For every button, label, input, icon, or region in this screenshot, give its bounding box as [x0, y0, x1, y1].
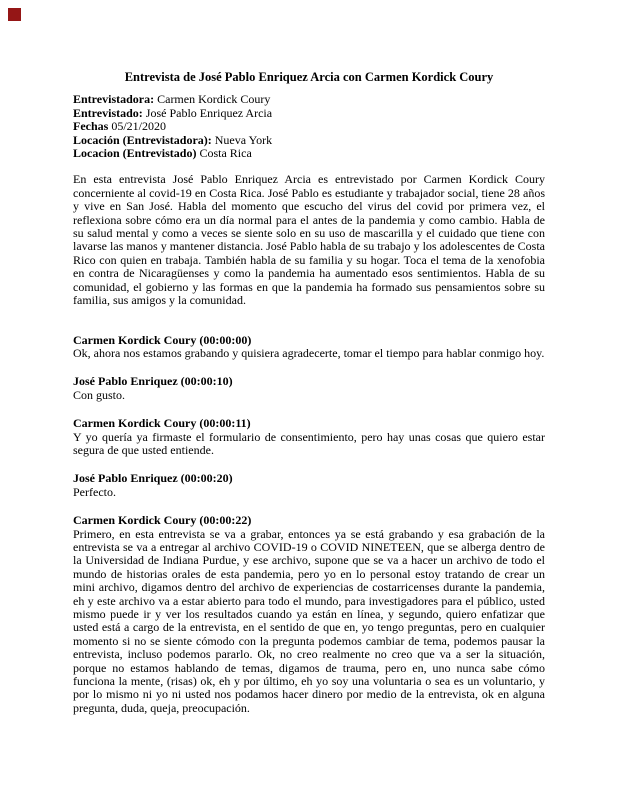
summary-paragraph: En esta entrevista José Pablo Enriquez Arcia es entrevistado por Carmen Kordick Coury concerniente al covid-19 en Costa Rica. José Pablo es estudiante y trabajador social, tiene 28 años y vive en San José. Habla del momento que escucho del virus del covid por primera vez, el reflexiona sobre cómo era un día normal para el antes de la pandemia y como cambio. Habla de su salud mental y como a veces se siente solo en su uso de mascarilla y el cuidado que tiene con lavarse las manos y mantener distancia. José Pablo habla de su trabajo y los adolescentes de Costa Rico con quien en trabaja. También habla de su familia y su hogar. Toca el tema de la xenofobia en contra de Nicaragüenses y como la pandemia ha aumentado esos sentimientos. Habla de su comunidad, el gobierno y las formas en que la pandemia ha formado sus pensamientos sobre su familia, sus amigos y la comunidad.: [73, 172, 545, 308]
metadata-value: Carmen Kordick Coury: [157, 92, 271, 107]
metadata-line-interviewer-location: [73, 134, 545, 147]
metadata-label: Locación (Entrevistadora):: [73, 132, 212, 147]
utterance-text: Primero, en esta entrevista se va a grabar, entonces ya se está grabando y esa grabación de la entrevista se va a entregar al archivo COVID-19 o COVID NINETEEN, que se alberga dentro de la Universidad de Indiana Purdue, y ese archivo, supone que se va a hacer un archivo de todo el mundo de historias orales de esta pandemia, pero yo en lo personal estoy tratando de crear un mini archivo, digamos dentro del archivo de experiencias de costarricenses durante la pandemia, eh y este archivo va a estar abierto para todo el mundo, para investigadores para el público, usted mismo puede ir y ver los resultados cuando ya están en línea, y segundo, quiero enfatizar que usted está a cargo de la entrevista, en el sentido de que en, yo tengo preguntas, pero en cualquier momento si no se siente cómodo con la pregunta podemos cambiar de tema, podemos pausar la entrevista, incluso podemos pararlo. Ok, no creo realmente no creo que va a ser la situación, porque no estamos hablando de temas, digamos de trauma, pero en, uno nunca sabe cómo funciona la mente, (risas) ok, eh y por último, eh yo soy una voluntaria o sea es un voluntario, y por lo mismo ni yo ni usted nos podamos hacer dinero por medio de la entrevista, ok en alguna pregunta, duda, queja, preocupación.: [73, 526, 545, 715]
document-content: [73, 71, 545, 730]
utterance-text: Ok, ahora nos estamos grabando y quisiera agradecerte, tomar el tiempo para hablar conmigo hoy.: [73, 345, 545, 360]
speaker-name: Carmen Kordick Coury: [73, 332, 197, 347]
metadata-label: Fechas: [73, 119, 109, 134]
metadata-value: Costa Rica: [199, 146, 252, 161]
utterance-text: Y yo quería ya firmaste el formulario de consentimiento, pero hay unas cosas que quiero estar segura de que usted entiende.: [73, 429, 545, 457]
speaker-heading: [73, 417, 545, 430]
dialogue-block: [73, 472, 545, 499]
speaker-timestamp: (00:00:00): [199, 332, 252, 347]
speaker-timestamp: (00:00:11): [199, 416, 251, 431]
speaker-heading: [73, 514, 545, 527]
speaker-timestamp: (00:00:10): [180, 374, 233, 389]
speaker-name: Carmen Kordick Coury: [73, 416, 197, 431]
metadata-value: Nueva York: [214, 132, 273, 147]
speaker-heading: [73, 334, 545, 347]
metadata-label: Entrevistado:: [73, 105, 143, 120]
metadata-line-interviewee: [73, 107, 545, 120]
dialogue-block: [73, 375, 545, 402]
speaker-timestamp: (00:00:20): [180, 471, 233, 486]
speaker-name: José Pablo Enriquez: [73, 471, 178, 486]
speaker-heading: [73, 375, 545, 388]
metadata-block: [73, 93, 545, 160]
speaker-timestamp: (00:00:22): [199, 513, 252, 528]
dialogue-block: [73, 417, 545, 457]
metadata-value: 05/21/2020: [111, 119, 166, 134]
dialogue-block: [73, 514, 545, 715]
red-square-marker: [8, 8, 21, 21]
speaker-name: Carmen Kordick Coury: [73, 513, 197, 528]
speaker-name: José Pablo Enriquez: [73, 374, 178, 389]
metadata-label: Entrevistadora:: [73, 92, 155, 107]
metadata-line-date: [73, 120, 545, 133]
utterance-text: Perfecto.: [73, 484, 116, 499]
metadata-value: José Pablo Enriquez Arcia: [145, 105, 273, 120]
metadata-line-interviewee-location: [73, 147, 545, 160]
metadata-line-interviewer: [73, 93, 545, 106]
document-title: Entrevista de José Pablo Enriquez Arcia con Carmen Kordick Coury: [124, 70, 494, 84]
dialogue-block: [73, 334, 545, 361]
utterance-text: Con gusto.: [73, 387, 126, 402]
metadata-label: Locacion (Entrevistado): [73, 146, 197, 161]
speaker-heading: [73, 472, 545, 485]
